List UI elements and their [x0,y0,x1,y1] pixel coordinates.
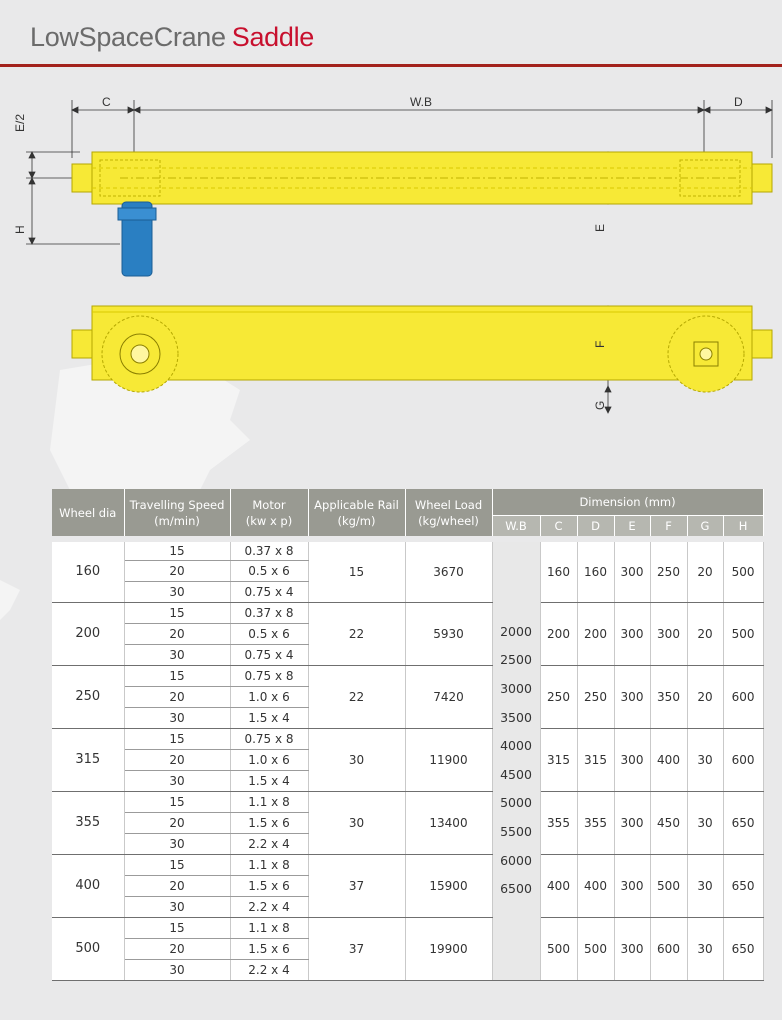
dim-label-c: C [102,95,111,109]
table-row [52,854,763,875]
dim-f-cell: 350 [650,665,687,728]
wb-value: 4000 [500,738,532,754]
dim-d-cell: 500 [577,917,614,980]
wheel-dia-cell: 315 [52,728,124,791]
header-wheel-load: Wheel Load (kg/wheel) [405,489,492,539]
dim-d-cell: 160 [577,539,614,602]
dim-label-e: E [593,223,607,232]
wb-value: 6000 [500,852,532,868]
dim-e-cell: 300 [614,791,650,854]
dim-h-cell: 650 [723,854,763,917]
wheel-dia-cell: 200 [52,602,124,665]
dim-e-cell: 300 [614,728,650,791]
table-row [52,728,763,749]
motor-cell: 0.5 x 6 [230,560,308,581]
dim-f-cell: 450 [650,791,687,854]
dim-d-cell: 315 [577,728,614,791]
header-travelling-speed: Travelling Speed (m/min) [124,489,230,539]
motor-cell: 0.37 x 8 [230,602,308,623]
rail-cell: 30 [308,728,405,791]
wheel-dia-cell: 355 [52,791,124,854]
dim-c-cell: 315 [540,728,577,791]
dim-e-cell: 300 [614,917,650,980]
motor-cell: 1.5 x 6 [230,875,308,896]
header-dimension: Dimension (mm) [492,489,763,515]
dim-c-cell: 500 [540,917,577,980]
rail-cell: 22 [308,665,405,728]
motor-cell: 2.2 x 4 [230,833,308,854]
speed-cell: 15 [124,602,230,623]
header-motor: Motor (kw x p) [230,489,308,539]
motor-cell: 0.75 x 8 [230,728,308,749]
header-dim-f: F [650,515,687,539]
wb-value: 2500 [500,652,532,668]
saddle-drawing [0,68,782,428]
wheel-dia-cell: 500 [52,917,124,980]
title-divider [0,64,782,67]
motor-cell: 1.1 x 8 [230,791,308,812]
dim-f-cell: 500 [650,854,687,917]
title-part: Saddle [231,22,315,52]
motor-cell: 1.5 x 6 [230,812,308,833]
dim-g-cell: 20 [687,665,723,728]
load-cell: 5930 [405,602,492,665]
header-dim-c: C [540,515,577,539]
speed-cell: 30 [124,644,230,665]
motor-cell: 1.5 x 6 [230,938,308,959]
dim-d-cell: 250 [577,665,614,728]
spec-table [52,489,764,981]
motor-cell: 0.5 x 6 [230,623,308,644]
speed-cell: 15 [124,791,230,812]
wb-value: 2000 [500,623,532,639]
wheel-dia-cell: 400 [52,854,124,917]
motor-cell: 1.0 x 6 [230,749,308,770]
speed-cell: 20 [124,875,230,896]
dim-h-cell: 650 [723,791,763,854]
page-title [30,22,314,53]
dim-f-cell: 250 [650,539,687,602]
motor-cell: 1.5 x 4 [230,707,308,728]
speed-cell: 15 [124,728,230,749]
wb-value: 5000 [500,795,532,811]
dim-h-cell: 600 [723,665,763,728]
wb-value: 3000 [500,680,532,696]
speed-cell: 15 [124,917,230,938]
speed-cell: 20 [124,938,230,959]
speed-cell: 20 [124,749,230,770]
title-product: LowSpaceCrane [30,22,226,52]
load-cell: 15900 [405,854,492,917]
speed-cell: 20 [124,623,230,644]
dim-e-cell: 300 [614,665,650,728]
wb-value: 4500 [500,766,532,782]
speed-cell: 15 [124,854,230,875]
spec-table-body [52,539,763,980]
header-dim-wb: W.B [492,515,540,539]
rail-cell: 22 [308,602,405,665]
speed-cell: 20 [124,812,230,833]
dim-g-cell: 30 [687,854,723,917]
rail-cell: 15 [308,539,405,602]
speed-cell: 30 [124,707,230,728]
dim-e-cell: 300 [614,602,650,665]
dim-g-cell: 30 [687,791,723,854]
dim-c-cell: 250 [540,665,577,728]
dim-g-cell: 30 [687,728,723,791]
header-dim-e: E [614,515,650,539]
dim-label-d: D [734,95,743,109]
motor-cell: 0.75 x 4 [230,581,308,602]
header-dim-g: G [687,515,723,539]
dim-label-h: H [13,225,27,234]
dim-h-cell: 650 [723,917,763,980]
dim-e-cell: 300 [614,539,650,602]
dim-h-cell: 600 [723,728,763,791]
dim-c-cell: 200 [540,602,577,665]
dim-c-cell: 400 [540,854,577,917]
dim-f-cell: 600 [650,917,687,980]
load-cell: 13400 [405,791,492,854]
speed-cell: 15 [124,665,230,686]
motor-cell: 0.75 x 8 [230,665,308,686]
motor-cell: 1.1 x 8 [230,917,308,938]
load-cell: 3670 [405,539,492,602]
motor-cell: 0.75 x 4 [230,644,308,665]
table-row [52,791,763,812]
rail-cell: 37 [308,917,405,980]
dim-label-wb: W.B [410,95,433,109]
load-cell: 11900 [405,728,492,791]
wb-values-cell [492,539,540,980]
motor-cell: 2.2 x 4 [230,959,308,980]
load-cell: 7420 [405,665,492,728]
dim-d-cell: 200 [577,602,614,665]
dim-label-e-half: E/2 [13,113,27,132]
rail-cell: 30 [308,791,405,854]
speed-cell: 30 [124,959,230,980]
dim-e-cell: 300 [614,854,650,917]
dim-h-cell: 500 [723,539,763,602]
table-row [52,539,763,560]
speed-cell: 30 [124,833,230,854]
dim-c-cell: 160 [540,539,577,602]
dim-d-cell: 400 [577,854,614,917]
speed-cell: 15 [124,539,230,560]
wheel-dia-cell: 160 [52,539,124,602]
speed-cell: 30 [124,896,230,917]
dim-f-cell: 300 [650,602,687,665]
rail-cell: 37 [308,854,405,917]
header-dim-h: H [723,515,763,539]
header-wheel-dia: Wheel dia [52,489,124,539]
speed-cell: 20 [124,686,230,707]
dim-g-cell: 20 [687,539,723,602]
dim-label-f: F [593,340,607,348]
wb-value: 6500 [500,881,532,897]
motor-cell: 0.37 x 8 [230,539,308,560]
dim-label-g: G [593,400,607,410]
header-dim-d: D [577,515,614,539]
wheel-dia-cell: 250 [52,665,124,728]
motor-cell: 1.5 x 4 [230,770,308,791]
table-row [52,665,763,686]
speed-cell: 30 [124,581,230,602]
load-cell: 19900 [405,917,492,980]
dim-c-cell: 355 [540,791,577,854]
table-row [52,917,763,938]
wb-value: 5500 [500,823,532,839]
speed-cell: 30 [124,770,230,791]
motor-cell: 1.0 x 6 [230,686,308,707]
table-row [52,602,763,623]
dim-d-cell: 355 [577,791,614,854]
dim-f-cell: 400 [650,728,687,791]
dim-g-cell: 30 [687,917,723,980]
speed-cell: 20 [124,560,230,581]
header-applicable-rail: Applicable Rail (kg/m) [308,489,405,539]
dim-g-cell: 20 [687,602,723,665]
wb-value: 3500 [500,709,532,725]
motor-cell: 1.1 x 8 [230,854,308,875]
motor-cell: 2.2 x 4 [230,896,308,917]
dim-h-cell: 500 [723,602,763,665]
